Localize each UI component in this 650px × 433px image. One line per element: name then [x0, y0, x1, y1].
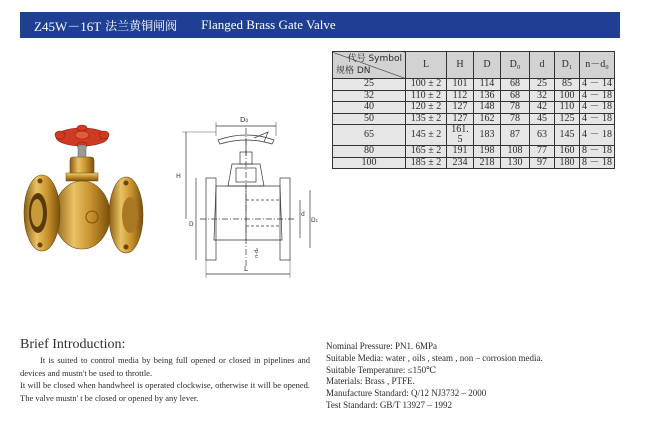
cell: 125	[555, 113, 580, 125]
specs-list	[326, 341, 626, 412]
cell: 4 － 18	[580, 113, 615, 125]
cell: 97	[530, 157, 555, 169]
cell: 4 － 18	[580, 125, 615, 146]
header-size: 规格 DN	[336, 66, 371, 76]
table-row	[333, 146, 615, 158]
cell: 127	[447, 113, 474, 125]
cell: 77	[530, 146, 555, 158]
cell: 180	[555, 157, 580, 169]
cell: 4 － 18	[580, 90, 615, 102]
col-header: D₀	[501, 52, 530, 79]
cell-dn: 100	[333, 157, 406, 169]
spec-suitable-temperature: Suitable Temperature: ≤150℃	[326, 364, 437, 375]
cell: 218	[474, 157, 501, 169]
label-d-small: d	[301, 211, 305, 218]
col-header: L	[406, 52, 447, 79]
model-code: Z45W－16T	[34, 18, 102, 34]
cell-dn: 32	[333, 90, 406, 102]
cell: 145	[555, 125, 580, 146]
table-row	[333, 113, 615, 125]
cell: 191	[447, 146, 474, 158]
cell: 165 ± 2	[406, 146, 447, 158]
label-l: L	[244, 265, 248, 273]
col-header: D	[474, 52, 501, 79]
cell: 4 － 18	[580, 102, 615, 114]
valve-photo	[20, 115, 160, 275]
label-nd0: n-d₀	[254, 247, 260, 258]
cell: 100	[555, 90, 580, 102]
cell: 161. 5	[447, 125, 474, 146]
cell: 112	[447, 90, 474, 102]
cell: 78	[501, 113, 530, 125]
cell: 68	[501, 90, 530, 102]
cell-dn: 40	[333, 102, 406, 114]
cell: 87	[501, 125, 530, 146]
title-cn: 法兰黄铜闸阀	[105, 18, 178, 33]
cell: 183	[474, 125, 501, 146]
title-en: Flanged Brass Gate Valve	[201, 17, 336, 32]
table-row	[333, 79, 615, 91]
cell: 85	[555, 79, 580, 91]
cell-dn: 50	[333, 113, 406, 125]
cell: 162	[474, 113, 501, 125]
cell: 185 ± 2	[406, 157, 447, 169]
spec-test-standard: Test Standard: GB/T 13927 – 1992	[326, 399, 452, 410]
col-header: D₁	[555, 52, 580, 79]
cell: 78	[501, 102, 530, 114]
spec-materials: Materials: Brass , PTFE.	[326, 376, 415, 387]
technical-drawing	[160, 108, 330, 280]
title-banner	[20, 12, 620, 38]
brief-text	[20, 354, 310, 404]
handwheel	[55, 125, 109, 148]
cell: 63	[530, 125, 555, 146]
cell: 130	[501, 157, 530, 169]
cell: 45	[530, 113, 555, 125]
brief-paragraph: It is suited to control media by being full opened or closed in pipelines and devices and mustn't be used to throttle.	[20, 355, 310, 378]
cell: 25	[530, 79, 555, 91]
cell: 110 ± 2	[406, 90, 447, 102]
cell: 8 － 18	[580, 146, 615, 158]
spec-table	[332, 51, 615, 169]
cell: 135 ± 2	[406, 113, 447, 125]
cell-dn: 80	[333, 146, 406, 158]
label-d1: D₁	[311, 217, 319, 224]
spec-table-header	[333, 52, 615, 79]
cell: 114	[474, 79, 501, 91]
cell: 148	[474, 102, 501, 114]
cell: 120 ± 2	[406, 102, 447, 114]
cell: 198	[474, 146, 501, 158]
cell: 100 ± 2	[406, 79, 447, 91]
label-h: H	[176, 172, 181, 180]
header-symbol: 代号 Symbol	[347, 54, 402, 64]
cell: 110	[555, 102, 580, 114]
label-d-big: D	[189, 221, 194, 228]
cell: 8 － 18	[580, 157, 615, 169]
label-d0: D₀	[240, 116, 249, 124]
table-row	[333, 125, 615, 146]
col-header: d	[530, 52, 555, 79]
cell: 101	[447, 79, 474, 91]
brief-paragraph: It will be closed when handwheel is operated clockwise, otherwise it will be opened. The valve mustn' t be closed or opened by any lever.	[20, 380, 310, 403]
header-diagonal-cell	[333, 52, 406, 79]
table-row	[333, 102, 615, 114]
col-header: n－d₀	[580, 52, 615, 79]
cell: 42	[530, 102, 555, 114]
spec-manufacture-standard: Manufacture Standard: Q/12 NJ3732 – 2000	[326, 388, 487, 399]
cell: 136	[474, 90, 501, 102]
cell: 145 ± 2	[406, 125, 447, 146]
cell: 127	[447, 102, 474, 114]
cell: 108	[501, 146, 530, 158]
cell: 32	[530, 90, 555, 102]
cell-dn: 65	[333, 125, 406, 146]
cell: 68	[501, 79, 530, 91]
col-header: H	[447, 52, 474, 79]
cell: 4 － 14	[580, 79, 615, 91]
cell: 160	[555, 146, 580, 158]
cell-dn: 25	[333, 79, 406, 91]
table-row	[333, 157, 615, 169]
brief-title: Brief Introduction:	[20, 337, 126, 352]
cell: 234	[447, 157, 474, 169]
spec-suitable-media: Suitable Media: water , oils , steam , non – corrosion media.	[326, 352, 543, 363]
spec-nominal-pressure: Nominal Pressure: PN1. 6MPa	[326, 341, 437, 351]
table-row	[333, 90, 615, 102]
